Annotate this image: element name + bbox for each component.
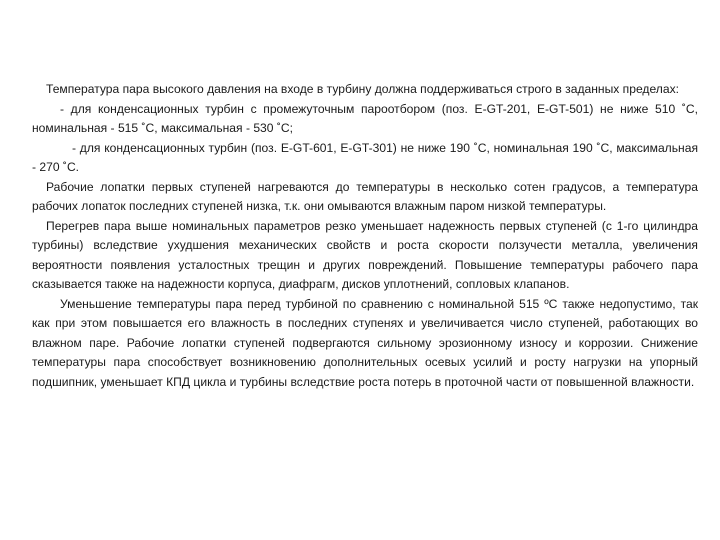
body-text xyxy=(32,80,698,392)
list-item-condensing-turbines-with-extraction: - для конденсационных турбин с промежуточным пароотбором (поз. E-GT-201, E-GT-501) не ниже 510 ˚С, номинальная - 515 ˚С, максимальная - 530 ˚С; xyxy=(32,101,698,135)
paragraph-blade-temperature: Рабочие лопатки первых ступеней нагреваются до температуры в несколько сотен градусов, а температура рабочих лопаток последних ступеней низка, т.к. они омываются влажным паром низкой температуры. xyxy=(32,179,698,213)
paragraph-overheating: Перегрев пара выше номинальных параметров резко уменьшает надежность первых ступеней (с 1-го цилиндра турбины) вследствие ухудшения механических свойств и роста скорости ползучести металла, увеличения вероятности появления усталостных трещин и других повреждений. Повышение температуры рабочего пара сказывается также на надежности корпуса, диафрагм, дисков уплотнений, сопловых клапанов. xyxy=(32,218,698,291)
paragraph-temperature-reduction: Уменьшение температуры пара перед турбиной по сравнению с номинальной 515 ºС также недопустимо, так как при этом повышается его влажность в последних ступенях и увеличивается число ступеней, работающих во влажном паре. Рабочие лопатки ступеней подвергаются сильному эрозионному износу и коррозии. Снижение температуры пара способствует возникновению дополнительных осевых усилий и росту нагрузки на упорный подшипник, уменьшает КПД цикла и турбины вследствие роста потерь в проточной части от повышенной влажности. xyxy=(32,296,698,389)
paragraph-steam-temperature-requirement: Температура пара высокого давления на входе в турбину должна поддерживаться строго в заданных пределах: xyxy=(46,82,679,96)
list-item-condensing-turbines: - для конденсационных турбин (поз. E-GT-601, E-GT-301) не ниже 190 ˚С, номинальная 190 ˚С, максимальная - 270 ˚С. xyxy=(32,140,698,174)
